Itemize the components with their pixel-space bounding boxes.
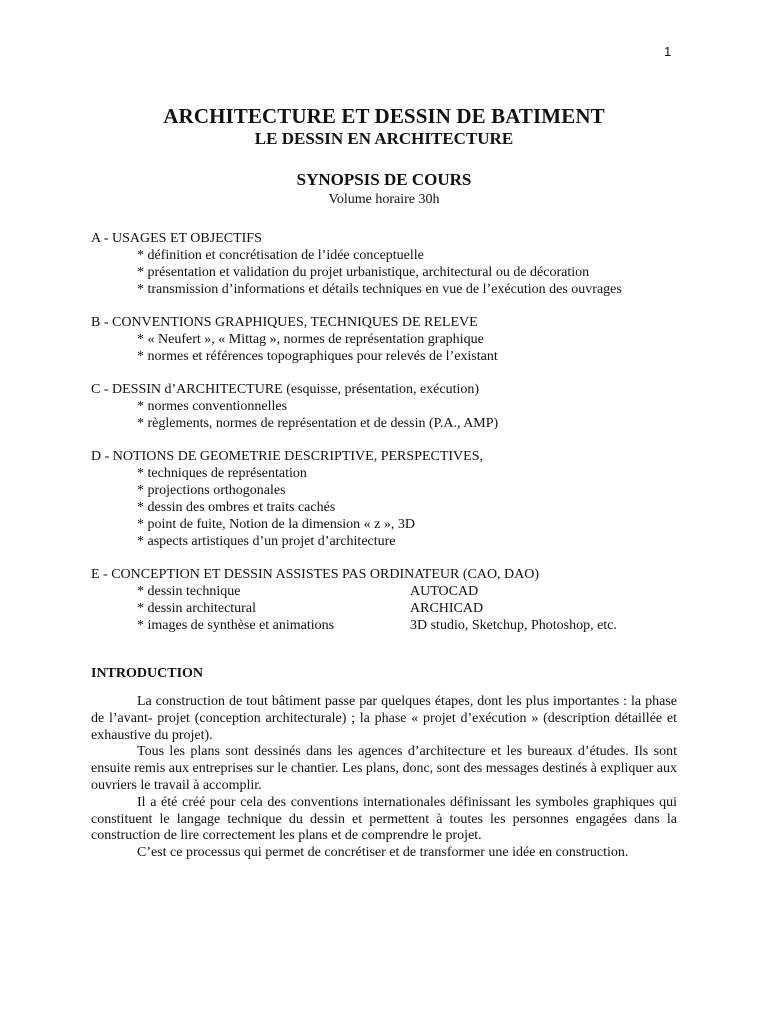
paragraph: La construction de tout bâtiment passe par quelques étapes, dont les plus importantes : la phase de l’avant- projet (conception architecturale) ; la phase « projet d’exécution » (description détaillée et exhaustive du projet). xyxy=(91,694,677,743)
synopsis-title: SYNOPSIS DE COURS xyxy=(296,170,472,189)
list-item: * règlements, normes de représentation et de dessin (P.A., AMP) xyxy=(137,416,499,431)
list-item: * dessin des ombres et traits cachés xyxy=(137,500,336,515)
page-number: 1 xyxy=(664,44,672,59)
section-heading: D - NOTIONS DE GEOMETRIE DESCRIPTIVE, PERSPECTIVES, xyxy=(91,449,483,464)
paragraph: Tous les plans sont dessinés dans les agences d’architecture et les bureaux d’études. Ils sont ensuite remis aux entreprises sur le chantier. Les plans, donc, sont des messages destinés à expliquer aux ouvriers le travail à accomplir. xyxy=(91,744,677,793)
section-heading: B - CONVENTIONS GRAPHIQUES, TECHNIQUES DE RELEVE xyxy=(91,315,478,330)
software-name: 3D studio, Sketchup, Photoshop, etc. xyxy=(410,618,617,633)
list-item: * techniques de représentation xyxy=(137,466,307,481)
list-item: * projections orthogonales xyxy=(137,483,286,498)
list-item: * définition et concrétisation de l’idée conceptuelle xyxy=(137,248,424,263)
software-row xyxy=(91,583,617,600)
software-use: * dessin technique xyxy=(137,584,241,599)
list-item: * normes conventionnelles xyxy=(137,399,288,414)
section-e xyxy=(91,566,617,634)
list-item: * point de fuite, Notion de la dimension « z », 3D xyxy=(137,517,416,532)
software-row xyxy=(91,600,617,617)
paragraph: Il a été créé pour cela des conventions internationales définissant les symboles graphiques qui constituent le langage technique du dessin et permettent à toutes les personnes engagées dans la construction de lire correctement les plans et de comprendre le projet. xyxy=(91,794,677,844)
list-item: * aspects artistiques d’un projet d’architecture xyxy=(137,534,396,549)
section-b xyxy=(91,314,498,365)
software-row xyxy=(91,617,617,634)
document-title: ARCHITECTURE ET DESSIN DE BATIMENT xyxy=(163,104,605,128)
list-item: * normes et références topographiques pour relevés de l’existant xyxy=(137,349,498,364)
software-use: * dessin architectural xyxy=(137,601,256,616)
software-use: * images de synthèse et animations xyxy=(137,618,335,633)
introduction-heading: INTRODUCTION xyxy=(91,666,204,681)
section-heading: E - CONCEPTION ET DESSIN ASSISTES PAS ORDINATEUR (CAO, DAO) xyxy=(91,567,540,582)
paragraph: C’est ce processus qui permet de concrétiser et de transformer une idée en construction. xyxy=(137,845,629,861)
software-name: AUTOCAD xyxy=(410,584,479,599)
list-item: * transmission d’informations et détails techniques en vue de l’exécution des ouvrages xyxy=(137,282,622,297)
section-d xyxy=(91,448,483,550)
volume-horaire: Volume horaire 30h xyxy=(328,192,440,207)
list-item: * « Neufert », « Mittag », normes de représentation graphique xyxy=(137,332,484,347)
software-name: ARCHICAD xyxy=(410,601,484,616)
list-item: * présentation et validation du projet urbanistique, architectural ou de décoration xyxy=(137,265,590,280)
section-heading: C - DESSIN d’ARCHITECTURE (esquisse, présentation, exécution) xyxy=(91,382,480,397)
section-a xyxy=(91,230,622,298)
section-heading: A - USAGES ET OBJECTIFS xyxy=(91,231,262,246)
introduction-body xyxy=(91,694,677,862)
document-subtitle: LE DESSIN EN ARCHITECTURE xyxy=(254,129,514,148)
section-c xyxy=(91,381,498,432)
